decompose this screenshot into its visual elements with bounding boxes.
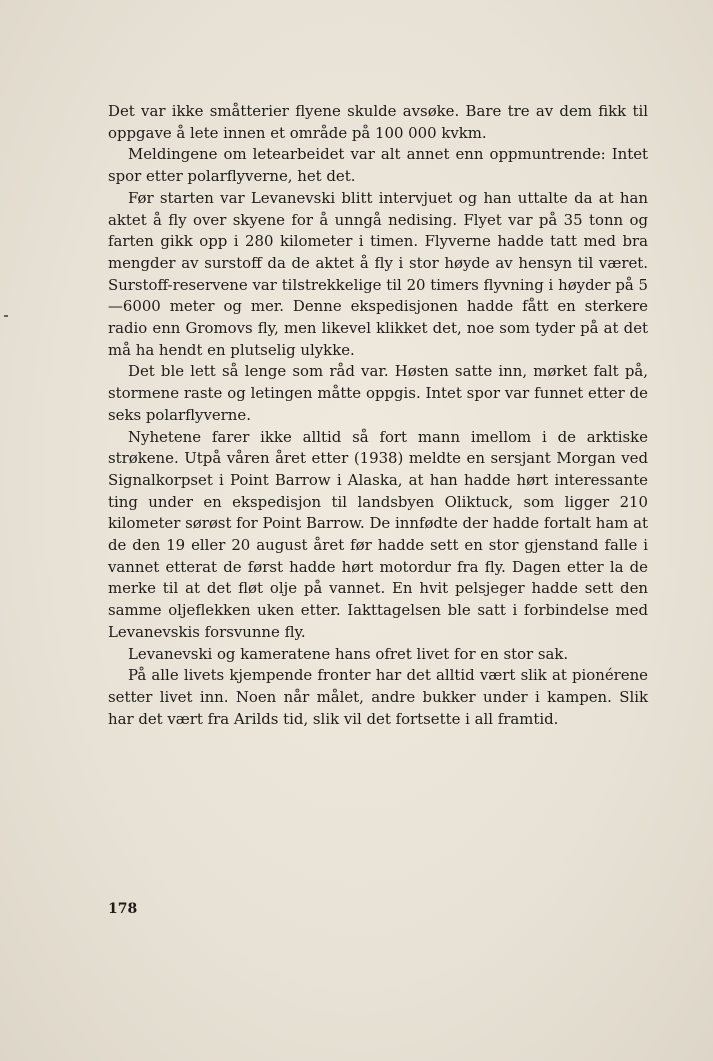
paragraph-4: Det ble lett så lenge som råd var. Høsten satte inn, mørket falt på, stormene raste og letingen måtte oppgis. Intet spor var funnet etter de seks polarflyverne.	[108, 362, 648, 424]
paragraph-2: Meldingene om letearbeidet var alt annet enn oppmuntrende: Intet spor etter polarflyverne, het det.	[108, 145, 648, 186]
paragraph-3: Før starten var Levanevski blitt intervjuet og han uttalte da at han aktet å fly over skyene for å unngå nedising. Flyet var på 35 tonn og farten gikk opp i 280 kilometer i timen. Flyverne hadde tatt med bra mengder av surstoff da de aktet å fly i stor høyde av hensyn til været. Surstoff-reservene var tilstrekkelige til 20 timers flyvning i høyder på 5—6000 meter og mer. Denne ekspedisjonen hadde fått en sterkere radio enn Gromovs fly, men likevel klikket det, noe som tyder på at det må ha hendt en plutselig ulykke.	[108, 188, 648, 359]
paragraph-6: Levanevski og kameratene hans ofret livet for en stor sak.	[128, 644, 569, 663]
body-text	[108, 101, 648, 730]
paragraph-7: På alle livets kjempende fronter har det alltid vært slik at pionérene setter livet inn. Noen når målet, andre bukker under i kampen. Slik har det vært fra Arilds tid, slik vil det fortsette i all framtid.	[108, 666, 648, 728]
paragraph-1: Det var ikke småtterier flyene skulde avsøke. Bare tre av dem fikk til oppgave å lete innen et område på 100 000 kvkm.	[108, 102, 648, 142]
page-number: 178	[108, 901, 138, 917]
paragraph-5: Nyhetene farer ikke alltid så fort mann imellom i de arktiske strøkene. Utpå våren året etter (1938) meldte en sersjant Morgan ved Signalkorpset i Point Barrow i Alaska, at han hadde hørt interessante ting under en ekspedisjon til landsbyen Oliktuck, som ligger 210 kilometer sørøst for Point Barrow. De innfødte der hadde fortalt ham at de den 19 eller 20 august året før hadde sett en stor gjenstand falle i vannet etterat de først hadde hørt motordur fra fly. Dagen etter la de merke til at det fløt olje på vannet. En hvit pelsjeger hadde sett den samme oljeflekken uken etter. Iakttagelsen ble satt i forbindelse med Levanevskis forsvunne fly.	[108, 427, 648, 641]
edge-mark	[4, 315, 8, 317]
